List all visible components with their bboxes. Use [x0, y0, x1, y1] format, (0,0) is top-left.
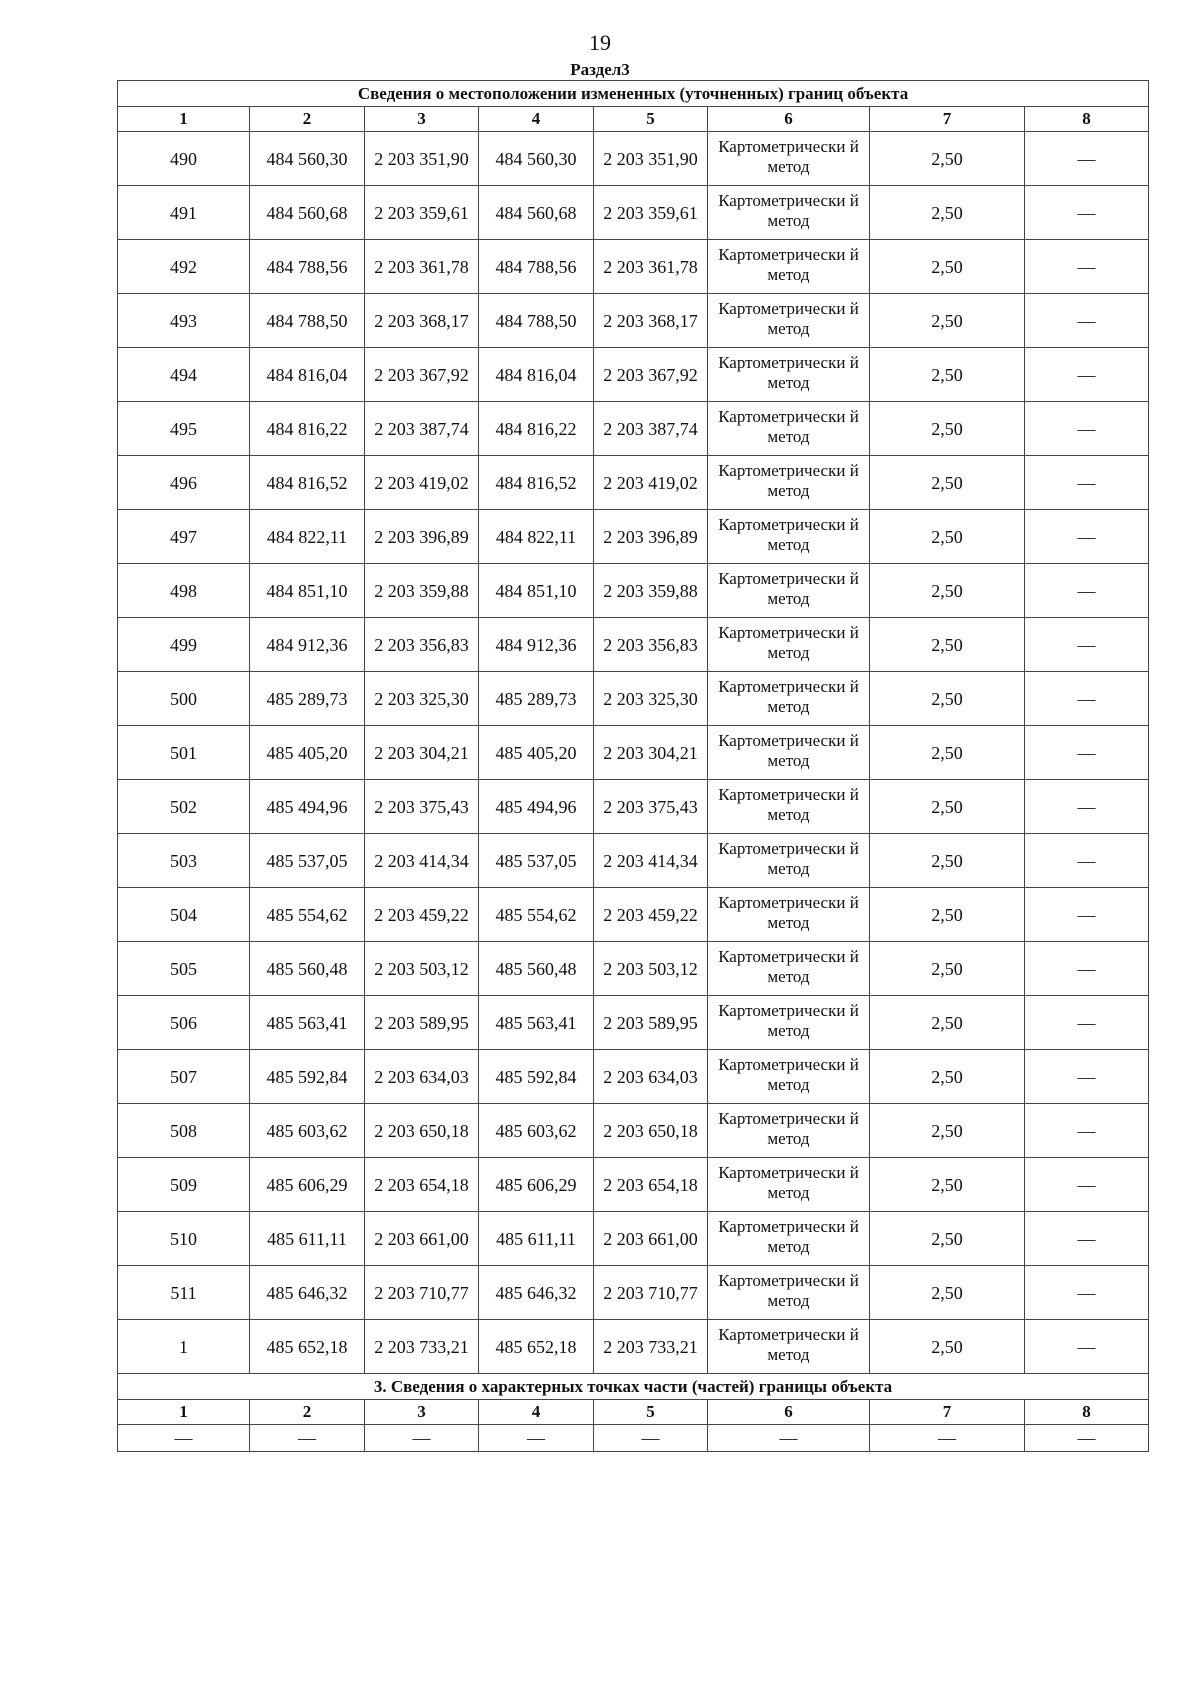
accuracy-cell: 2,50 [870, 888, 1025, 942]
description-cell: — [1025, 1212, 1149, 1266]
accuracy-cell: 2,50 [870, 618, 1025, 672]
method-cell: Картометрически й метод [708, 456, 870, 510]
method-cell: Картометрически й метод [708, 186, 870, 240]
column-number: 5 [594, 107, 708, 132]
x-old-cell: 485 554,62 [250, 888, 365, 942]
table-row [118, 1266, 1149, 1320]
accuracy-cell: 2,50 [870, 996, 1025, 1050]
method-cell: Картометрически й метод [708, 888, 870, 942]
accuracy-cell: 2,50 [870, 510, 1025, 564]
method-cell: Картометрически й метод [708, 510, 870, 564]
y-new-cell: 2 203 419,02 [594, 456, 708, 510]
x-old-cell: 484 560,30 [250, 132, 365, 186]
description-cell: — [1025, 1104, 1149, 1158]
column-number: 3 [365, 107, 479, 132]
x-new-cell: 485 646,32 [479, 1266, 594, 1320]
method-cell: Картометрически й метод [708, 1320, 870, 1374]
table-row [118, 1104, 1149, 1158]
x-new-cell: 485 652,18 [479, 1320, 594, 1374]
x-new-cell: 485 611,11 [479, 1212, 594, 1266]
x-new-cell: 484 560,30 [479, 132, 594, 186]
column-number: 4 [479, 107, 594, 132]
column-number-row [118, 1400, 1149, 1425]
point-number-cell: 1 [118, 1320, 250, 1374]
accuracy-cell: 2,50 [870, 132, 1025, 186]
table-row [118, 1425, 1149, 1452]
table-row [118, 996, 1149, 1050]
method-cell: Картометрически й метод [708, 564, 870, 618]
point-number-cell: 505 [118, 942, 250, 996]
description-cell: — [1025, 132, 1149, 186]
table-row [118, 1050, 1149, 1104]
y-new-cell: 2 203 361,78 [594, 240, 708, 294]
y-old-cell: 2 203 304,21 [365, 726, 479, 780]
y-old-cell: 2 203 710,77 [365, 1266, 479, 1320]
y-old-cell: 2 203 375,43 [365, 780, 479, 834]
y-new-cell: — [594, 1425, 708, 1452]
x-new-cell: 485 494,96 [479, 780, 594, 834]
y-old-cell: 2 203 351,90 [365, 132, 479, 186]
method-cell: Картометрически й метод [708, 618, 870, 672]
table-row [118, 1158, 1149, 1212]
method-cell: Картометрически й метод [708, 402, 870, 456]
y-old-cell: 2 203 414,34 [365, 834, 479, 888]
accuracy-cell: 2,50 [870, 672, 1025, 726]
y-new-cell: 2 203 503,12 [594, 942, 708, 996]
point-number-cell: 494 [118, 348, 250, 402]
column-number: 1 [118, 107, 250, 132]
page-number: 19 [589, 30, 611, 55]
accuracy-cell: 2,50 [870, 348, 1025, 402]
table-row [118, 1212, 1149, 1266]
table-row [118, 672, 1149, 726]
y-old-cell: 2 203 419,02 [365, 456, 479, 510]
method-cell: Картометрически й метод [708, 780, 870, 834]
point-number-cell: 503 [118, 834, 250, 888]
point-number-cell: 501 [118, 726, 250, 780]
point-number-cell: 495 [118, 402, 250, 456]
x-old-cell: 484 816,52 [250, 456, 365, 510]
x-new-cell: 485 592,84 [479, 1050, 594, 1104]
y-new-cell: 2 203 661,00 [594, 1212, 708, 1266]
x-new-cell: 484 788,56 [479, 240, 594, 294]
x-old-cell: 484 788,56 [250, 240, 365, 294]
x-old-cell: 485 405,20 [250, 726, 365, 780]
method-cell: Картометрически й метод [708, 1050, 870, 1104]
x-old-cell: 484 822,11 [250, 510, 365, 564]
y-new-cell: 2 203 634,03 [594, 1050, 708, 1104]
x-new-cell: 485 606,29 [479, 1158, 594, 1212]
y-new-cell: 2 203 387,74 [594, 402, 708, 456]
description-cell: — [1025, 456, 1149, 510]
section-title: Раздел3 [570, 60, 630, 79]
x-new-cell: 485 405,20 [479, 726, 594, 780]
point-number-cell: 493 [118, 294, 250, 348]
column-number: 3 [365, 1400, 479, 1425]
method-cell: Картометрически й метод [708, 996, 870, 1050]
x-old-cell: 484 912,36 [250, 618, 365, 672]
y-old-cell: 2 203 387,74 [365, 402, 479, 456]
table-row [118, 348, 1149, 402]
x-old-cell: 484 851,10 [250, 564, 365, 618]
accuracy-cell: 2,50 [870, 834, 1025, 888]
column-number: 6 [708, 107, 870, 132]
accuracy-cell: 2,50 [870, 1158, 1025, 1212]
point-number-cell: 506 [118, 996, 250, 1050]
description-cell: — [1025, 240, 1149, 294]
column-number: 7 [870, 1400, 1025, 1425]
x-new-cell: 484 560,68 [479, 186, 594, 240]
point-number-cell: 504 [118, 888, 250, 942]
accuracy-cell: 2,50 [870, 456, 1025, 510]
y-new-cell: 2 203 710,77 [594, 1266, 708, 1320]
y-old-cell: 2 203 325,30 [365, 672, 479, 726]
y-old-cell: 2 203 589,95 [365, 996, 479, 1050]
accuracy-cell: 2,50 [870, 942, 1025, 996]
point-number-cell: 500 [118, 672, 250, 726]
accuracy-cell: 2,50 [870, 780, 1025, 834]
y-new-cell: 2 203 367,92 [594, 348, 708, 402]
accuracy-cell: 2,50 [870, 1266, 1025, 1320]
x-new-cell: 484 851,10 [479, 564, 594, 618]
point-number-cell: 490 [118, 132, 250, 186]
x-new-cell: 484 788,50 [479, 294, 594, 348]
method-cell: — [708, 1425, 870, 1452]
y-old-cell: 2 203 361,78 [365, 240, 479, 294]
accuracy-cell: 2,50 [870, 402, 1025, 456]
y-old-cell: 2 203 650,18 [365, 1104, 479, 1158]
table-row [118, 510, 1149, 564]
accuracy-cell: 2,50 [870, 1212, 1025, 1266]
y-new-cell: 2 203 351,90 [594, 132, 708, 186]
y-new-cell: 2 203 589,95 [594, 996, 708, 1050]
table-caption: Сведения о местоположении измененных (уточненных) границ объекта [118, 81, 1149, 107]
y-new-cell: 2 203 654,18 [594, 1158, 708, 1212]
x-new-cell: 484 822,11 [479, 510, 594, 564]
x-new-cell: 485 560,48 [479, 942, 594, 996]
description-cell: — [1025, 1050, 1149, 1104]
y-new-cell: 2 203 356,83 [594, 618, 708, 672]
method-cell: Картометрически й метод [708, 294, 870, 348]
x-old-cell: 484 816,22 [250, 402, 365, 456]
accuracy-cell: 2,50 [870, 1104, 1025, 1158]
method-cell: Картометрически й метод [708, 942, 870, 996]
column-number: 2 [250, 1400, 365, 1425]
y-new-cell: 2 203 325,30 [594, 672, 708, 726]
y-new-cell: 2 203 359,88 [594, 564, 708, 618]
description-cell: — [1025, 1320, 1149, 1374]
accuracy-cell: 2,50 [870, 294, 1025, 348]
point-number-cell: 497 [118, 510, 250, 564]
x-old-cell: 485 563,41 [250, 996, 365, 1050]
y-old-cell: 2 203 359,61 [365, 186, 479, 240]
table-row [118, 618, 1149, 672]
table-caption-row [118, 81, 1149, 107]
table-row [118, 888, 1149, 942]
y-old-cell: 2 203 733,21 [365, 1320, 479, 1374]
point-number-cell: 491 [118, 186, 250, 240]
column-number: 1 [118, 1400, 250, 1425]
x-new-cell: 485 289,73 [479, 672, 594, 726]
method-cell: Картометрически й метод [708, 1212, 870, 1266]
x-old-cell: 484 816,04 [250, 348, 365, 402]
accuracy-cell: — [870, 1425, 1025, 1452]
x-new-cell: 485 603,62 [479, 1104, 594, 1158]
method-cell: Картометрически й метод [708, 726, 870, 780]
x-old-cell: 485 289,73 [250, 672, 365, 726]
description-cell: — [1025, 402, 1149, 456]
y-old-cell: 2 203 503,12 [365, 942, 479, 996]
point-number-cell: — [118, 1425, 250, 1452]
column-number: 2 [250, 107, 365, 132]
y-old-cell: 2 203 356,83 [365, 618, 479, 672]
description-cell: — [1025, 1158, 1149, 1212]
table-row [118, 240, 1149, 294]
x-old-cell: 485 646,32 [250, 1266, 365, 1320]
method-cell: Картометрически й метод [708, 240, 870, 294]
y-new-cell: 2 203 304,21 [594, 726, 708, 780]
y-new-cell: 2 203 396,89 [594, 510, 708, 564]
y-new-cell: 2 203 459,22 [594, 888, 708, 942]
y-old-cell: 2 203 396,89 [365, 510, 479, 564]
y-new-cell: 2 203 733,21 [594, 1320, 708, 1374]
x-new-cell: 484 912,36 [479, 618, 594, 672]
accuracy-cell: 2,50 [870, 1050, 1025, 1104]
description-cell: — [1025, 942, 1149, 996]
y-new-cell: 2 203 368,17 [594, 294, 708, 348]
x-new-cell: 485 537,05 [479, 834, 594, 888]
x-old-cell: 485 560,48 [250, 942, 365, 996]
x-old-cell: — [250, 1425, 365, 1452]
y-old-cell: 2 203 367,92 [365, 348, 479, 402]
boundary-table [117, 80, 1149, 1452]
y-old-cell: 2 203 661,00 [365, 1212, 479, 1266]
table-caption: 3. Сведения о характерных точках части (частей) границы объекта [118, 1374, 1149, 1400]
y-new-cell: 2 203 650,18 [594, 1104, 708, 1158]
description-cell: — [1025, 996, 1149, 1050]
column-number: 8 [1025, 107, 1149, 132]
method-cell: Картометрически й метод [708, 132, 870, 186]
x-new-cell: 484 816,22 [479, 402, 594, 456]
method-cell: Картометрически й метод [708, 834, 870, 888]
table-row [118, 294, 1149, 348]
y-old-cell: 2 203 359,88 [365, 564, 479, 618]
y-new-cell: 2 203 414,34 [594, 834, 708, 888]
table-caption-row [118, 1374, 1149, 1400]
point-number-cell: 507 [118, 1050, 250, 1104]
y-old-cell: 2 203 634,03 [365, 1050, 479, 1104]
x-new-cell: 484 816,52 [479, 456, 594, 510]
column-number: 4 [479, 1400, 594, 1425]
table-row [118, 726, 1149, 780]
point-number-cell: 498 [118, 564, 250, 618]
x-new-cell: 484 816,04 [479, 348, 594, 402]
x-old-cell: 485 494,96 [250, 780, 365, 834]
point-number-cell: 492 [118, 240, 250, 294]
table-row [118, 132, 1149, 186]
x-old-cell: 484 560,68 [250, 186, 365, 240]
description-cell: — [1025, 1425, 1149, 1452]
description-cell: — [1025, 186, 1149, 240]
x-old-cell: 485 537,05 [250, 834, 365, 888]
point-number-cell: 509 [118, 1158, 250, 1212]
description-cell: — [1025, 618, 1149, 672]
description-cell: — [1025, 510, 1149, 564]
description-cell: — [1025, 780, 1149, 834]
description-cell: — [1025, 1266, 1149, 1320]
point-number-cell: 502 [118, 780, 250, 834]
accuracy-cell: 2,50 [870, 240, 1025, 294]
column-number: 5 [594, 1400, 708, 1425]
x-old-cell: 484 788,50 [250, 294, 365, 348]
x-old-cell: 485 592,84 [250, 1050, 365, 1104]
table-row [118, 834, 1149, 888]
column-number: 6 [708, 1400, 870, 1425]
column-number: 8 [1025, 1400, 1149, 1425]
table-row [118, 456, 1149, 510]
table-body [118, 81, 1149, 1452]
point-number-cell: 508 [118, 1104, 250, 1158]
column-number-row [118, 107, 1149, 132]
x-old-cell: 485 606,29 [250, 1158, 365, 1212]
accuracy-cell: 2,50 [870, 1320, 1025, 1374]
y-old-cell: — [365, 1425, 479, 1452]
table-row [118, 942, 1149, 996]
description-cell: — [1025, 726, 1149, 780]
accuracy-cell: 2,50 [870, 726, 1025, 780]
x-old-cell: 485 652,18 [250, 1320, 365, 1374]
method-cell: Картометрически й метод [708, 1104, 870, 1158]
x-new-cell: 485 554,62 [479, 888, 594, 942]
description-cell: — [1025, 294, 1149, 348]
table-row [118, 402, 1149, 456]
point-number-cell: 499 [118, 618, 250, 672]
method-cell: Картометрически й метод [708, 1158, 870, 1212]
method-cell: Картометрически й метод [708, 348, 870, 402]
y-old-cell: 2 203 368,17 [365, 294, 479, 348]
method-cell: Картометрически й метод [708, 672, 870, 726]
description-cell: — [1025, 348, 1149, 402]
x-old-cell: 485 611,11 [250, 1212, 365, 1266]
y-new-cell: 2 203 375,43 [594, 780, 708, 834]
y-new-cell: 2 203 359,61 [594, 186, 708, 240]
table-row [118, 1320, 1149, 1374]
table-row [118, 780, 1149, 834]
description-cell: — [1025, 672, 1149, 726]
x-new-cell: — [479, 1425, 594, 1452]
point-number-cell: 510 [118, 1212, 250, 1266]
description-cell: — [1025, 888, 1149, 942]
point-number-cell: 511 [118, 1266, 250, 1320]
x-new-cell: 485 563,41 [479, 996, 594, 1050]
x-old-cell: 485 603,62 [250, 1104, 365, 1158]
accuracy-cell: 2,50 [870, 186, 1025, 240]
point-number-cell: 496 [118, 456, 250, 510]
y-old-cell: 2 203 459,22 [365, 888, 479, 942]
method-cell: Картометрически й метод [708, 1266, 870, 1320]
table-row [118, 564, 1149, 618]
description-cell: — [1025, 564, 1149, 618]
column-number: 7 [870, 107, 1025, 132]
table-row [118, 186, 1149, 240]
accuracy-cell: 2,50 [870, 564, 1025, 618]
y-old-cell: 2 203 654,18 [365, 1158, 479, 1212]
description-cell: — [1025, 834, 1149, 888]
